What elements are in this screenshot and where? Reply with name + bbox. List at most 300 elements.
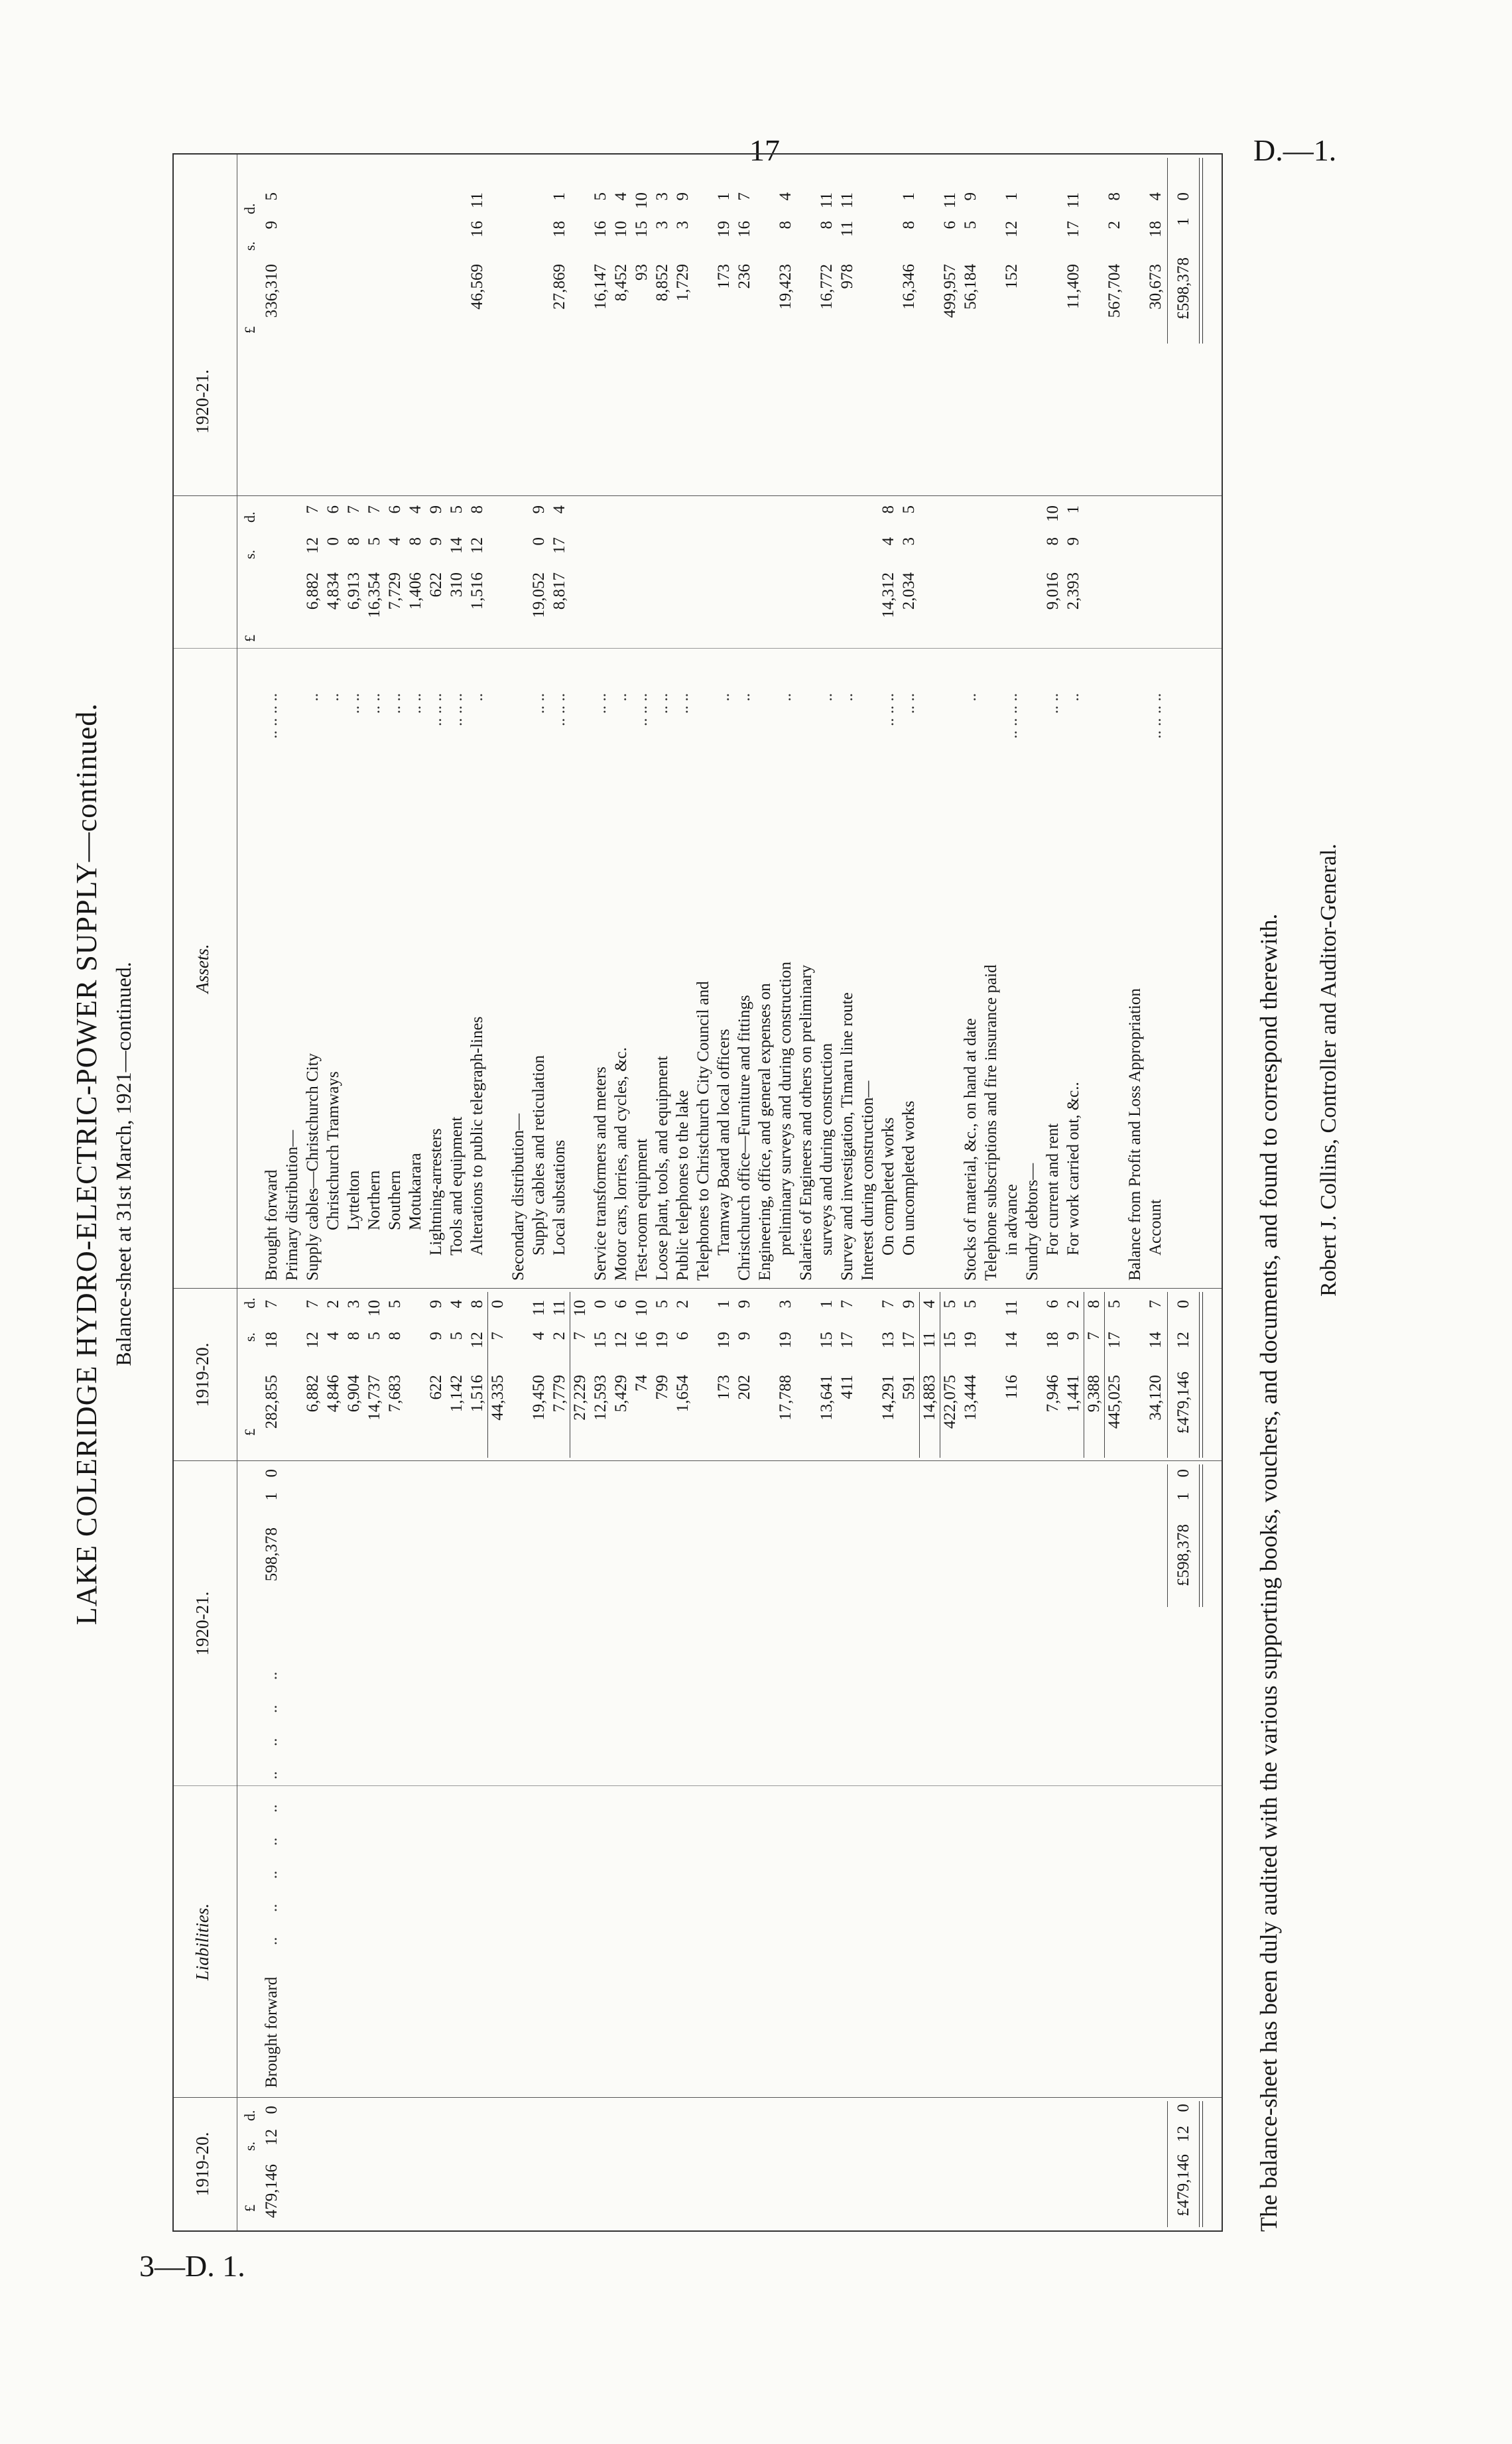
asset-1921-total-shillings: 8 xyxy=(900,221,918,229)
asset-leader-dots: .. .. xyxy=(1044,693,1062,714)
asset-1921-item-pence: 6 xyxy=(386,505,404,514)
asset-1920-shillings: 17 xyxy=(838,1332,856,1348)
asset-1921-total-shillings: 18 xyxy=(1147,221,1165,237)
asset-1921-item-shillings: 12 xyxy=(304,537,322,554)
asset-1921-total-pence: 4 xyxy=(612,192,630,201)
liab-1920-shillings: 12 xyxy=(263,2129,281,2146)
asset-1920-pounds: 4,846 xyxy=(324,1375,342,1413)
unit-pence: d. xyxy=(241,2110,258,2121)
asset-1921-total-pounds: 152 xyxy=(1003,264,1021,289)
asset-1920-pence: 4 xyxy=(920,1300,938,1309)
header-1920-21-assets: 1920-21. xyxy=(192,369,212,434)
asset-1920-pounds: 13,641 xyxy=(818,1375,836,1421)
asset-1921-item-pence: 6 xyxy=(324,505,342,514)
asset-1921-item-shillings: 14 xyxy=(448,537,466,554)
asset-1920-pence: 8 xyxy=(468,1300,486,1309)
asset-description: Lightning-arresters xyxy=(427,1128,445,1255)
asset-1920-pounds: 591 xyxy=(900,1375,918,1400)
asset-1920-pence: 9 xyxy=(900,1300,918,1309)
asset-1921-item-pounds: 14,312 xyxy=(879,572,897,618)
asset-1921-item-shillings: 8 xyxy=(1044,537,1062,546)
asset-description: Service transformers and meters xyxy=(592,1066,609,1281)
auditor-signature: Robert J. Collins, Controller and Auditor-General. xyxy=(1316,844,1341,1297)
asset-1921-item-shillings: 9 xyxy=(427,537,445,546)
asset-leader-dots: .. xyxy=(777,693,794,702)
asset-leader-dots: .. .. xyxy=(653,693,671,714)
asset-1921-item-shillings: 12 xyxy=(468,537,486,554)
asset-1920-pounds: 411 xyxy=(838,1375,856,1399)
asset-description: Supply cables and reticulation xyxy=(530,1055,548,1255)
asset-1920-shillings: 9 xyxy=(1064,1332,1082,1340)
unit-shilling: s. xyxy=(241,241,258,251)
asset-1921-total-pounds: 16,346 xyxy=(900,264,918,310)
asset-1921-total-shillings: 3 xyxy=(674,221,692,229)
asset-1921-item-shillings: 8 xyxy=(345,537,363,546)
asset-1921-total-shillings: 5 xyxy=(962,221,979,229)
asset-description: Local substations xyxy=(550,1139,568,1255)
asset-1921-item-pounds: 7,729 xyxy=(386,572,404,610)
asset-1920-pounds: 7,779 xyxy=(550,1375,568,1413)
asset-description: Loose plant, tools, and equipment xyxy=(653,1056,671,1281)
liab-1920-pounds: 479,146 xyxy=(263,2164,281,2219)
asset-1921-total-shillings: 17 xyxy=(1064,221,1082,237)
asset-description: Telephones to Christchurch City Council and xyxy=(694,981,712,1281)
asset-1920-pounds: 17,788 xyxy=(777,1375,794,1421)
asset-1920-pounds: 5,429 xyxy=(612,1375,630,1413)
asset-1921-total-shillings: 9 xyxy=(263,221,281,229)
asset-1920-pence: 3 xyxy=(345,1300,363,1309)
liab-total-1920-shillings: 12 xyxy=(1174,2126,1192,2142)
asset-1920-pounds: 14,883 xyxy=(920,1375,938,1421)
asset-leader-dots: .. .. xyxy=(592,693,609,714)
asset-description: Northern xyxy=(365,1170,383,1230)
asset-description: For work carried out, &c.. xyxy=(1064,1082,1082,1255)
asset-1921-total-pounds: 16,772 xyxy=(818,264,836,310)
liab-total-1921-pounds: £598,378 xyxy=(1174,1524,1192,1586)
asset-1921-item-shillings: 0 xyxy=(530,537,548,546)
asset-1921-total-pence: 10 xyxy=(633,192,651,209)
asset-1920-shillings: 7 xyxy=(1085,1332,1103,1340)
asset-1921-total-pence: 1 xyxy=(900,192,918,201)
rotated-balance-sheet xyxy=(40,70,1432,2258)
unit-pence: d. xyxy=(241,1297,258,1309)
asset-1921-item-pence: 7 xyxy=(345,505,363,514)
asset-description: Stocks of material, &c., on hand at date xyxy=(962,1018,979,1281)
asset-1920-pounds: 27,229 xyxy=(571,1375,589,1421)
asset-1921-total-pounds: 11,409 xyxy=(1064,264,1082,309)
asset-1920-pence: 8 xyxy=(1085,1300,1103,1309)
asset-1920-pounds: 799 xyxy=(653,1375,671,1400)
asset-1920-pounds: 7,683 xyxy=(386,1375,404,1413)
asset-1921-total-pence: 4 xyxy=(1147,192,1165,201)
asset-1920-pounds: 116 xyxy=(1003,1375,1021,1399)
asset-leader-dots: .. xyxy=(612,693,630,702)
asset-1921-item-pence: 4 xyxy=(550,505,568,514)
asset-1920-shillings: 12 xyxy=(468,1332,486,1348)
asset-description: preliminary surveys and during construction xyxy=(777,962,794,1255)
asset-1921-total-pounds: 1,729 xyxy=(674,264,692,302)
asset-1921-total-pounds: 19,423 xyxy=(777,264,794,310)
header-assets: Assets. xyxy=(192,944,212,994)
asset-1920-shillings: 13 xyxy=(879,1332,897,1348)
asset-leader-dots: .. xyxy=(468,693,486,702)
asset-1920-pence: 7 xyxy=(304,1300,322,1309)
asset-1920-pounds: 7,946 xyxy=(1044,1375,1062,1413)
asset-1921-item-shillings: 4 xyxy=(879,537,897,546)
asset-1920-pounds: 12,593 xyxy=(592,1375,609,1421)
asset-description: On uncompleted works xyxy=(900,1100,918,1255)
asset-leader-dots: .. xyxy=(304,693,322,702)
asset-1921-total-pounds: 8,452 xyxy=(612,264,630,302)
asset-1921-item-pounds: 19,052 xyxy=(530,572,548,618)
asset-description: Brought forward xyxy=(263,1169,281,1281)
subtotal-rule xyxy=(1104,1292,1105,1458)
asset-1921-item-pounds: 8,817 xyxy=(550,572,568,610)
asset-1921-item-pence: 9 xyxy=(530,505,548,514)
asset-1920-shillings: 9 xyxy=(735,1332,753,1340)
asset-leader-dots: .. .. .. xyxy=(879,693,897,726)
asset-description: Balance from Profit and Loss Appropriation xyxy=(1126,988,1144,1281)
asset-1920-shillings: 12 xyxy=(304,1332,322,1348)
asset-1921-item-pounds: 1,516 xyxy=(468,572,486,610)
asset-1920-pounds: 13,444 xyxy=(962,1375,979,1421)
asset-1920-shillings: 18 xyxy=(263,1332,281,1348)
asset-total-1920-pounds: £479,146 xyxy=(1174,1372,1192,1434)
asset-1921-total-pounds: 30,673 xyxy=(1147,264,1165,310)
asset-1920-pence: 7 xyxy=(838,1300,856,1309)
asset-1921-item-shillings: 17 xyxy=(550,537,568,554)
asset-1921-total-pence: 11 xyxy=(818,192,836,209)
asset-1920-pence: 5 xyxy=(941,1300,959,1309)
asset-1920-pence: 2 xyxy=(674,1300,692,1309)
asset-1921-total-shillings: 19 xyxy=(715,221,733,237)
asset-1921-total-pence: 4 xyxy=(777,192,794,201)
liab-brought-forward-label: Brought forward xyxy=(263,1976,281,2088)
subtotal-rule xyxy=(487,1292,488,1458)
asset-1920-pence: 11 xyxy=(530,1300,548,1317)
subtotal-rule xyxy=(919,1292,920,1458)
asset-1920-pence: 10 xyxy=(365,1300,383,1317)
asset-1920-shillings: 15 xyxy=(941,1332,959,1348)
asset-leader-dots: .. xyxy=(962,693,979,702)
asset-1921-total-shillings: 10 xyxy=(612,221,630,237)
asset-1921-item-shillings: 8 xyxy=(407,537,424,546)
asset-1920-pence: 4 xyxy=(448,1300,466,1309)
asset-1920-pence: 1 xyxy=(818,1300,836,1309)
asset-total-1920-shillings: 12 xyxy=(1174,1332,1192,1348)
asset-1921-item-pence: 8 xyxy=(468,505,486,514)
asset-description: Telephone subscriptions and fire insurance paid xyxy=(982,964,1000,1281)
asset-description: On completed works xyxy=(879,1117,897,1255)
asset-leader-dots: .. xyxy=(818,693,836,702)
asset-description: Survey and investigation, Timaru line route xyxy=(838,992,856,1281)
asset-1920-pounds: 44,335 xyxy=(489,1375,507,1421)
asset-1921-item-pounds: 9,016 xyxy=(1044,572,1062,610)
asset-1920-pounds: 1,516 xyxy=(468,1375,486,1413)
asset-description: Christchurch office—Furniture and fittings xyxy=(735,995,753,1281)
asset-1921-total-pence: 1 xyxy=(1003,192,1021,201)
liab-total-1920-pence: 0 xyxy=(1174,2104,1192,2112)
asset-1920-pence: 7 xyxy=(1147,1300,1165,1309)
asset-1921-item-pounds: 16,354 xyxy=(365,572,383,618)
asset-1920-pounds: 422,075 xyxy=(941,1375,959,1429)
asset-1921-item-pounds: 2,034 xyxy=(900,572,918,610)
asset-1920-shillings: 7 xyxy=(571,1332,589,1340)
asset-1920-pence: 5 xyxy=(1105,1300,1123,1309)
asset-description: Alterations to public telegraph-lines xyxy=(468,1016,486,1255)
asset-1921-total-pence: 1 xyxy=(550,192,568,201)
asset-1921-total-shillings: 18 xyxy=(550,221,568,237)
asset-1920-shillings: 14 xyxy=(1003,1332,1021,1348)
asset-1920-pounds: 19,450 xyxy=(530,1375,548,1421)
liab-total-1920-pounds: £479,146 xyxy=(1174,2154,1192,2217)
asset-leader-dots: .. .. xyxy=(900,693,918,714)
asset-1921-total-pence: 11 xyxy=(941,192,959,209)
asset-1921-total-pence: 11 xyxy=(1064,192,1082,209)
asset-1920-shillings: 4 xyxy=(324,1332,342,1340)
asset-leader-dots: .. xyxy=(735,693,753,702)
asset-row xyxy=(1144,155,1168,2230)
unit-pound: £ xyxy=(241,2205,258,2212)
asset-1921-item-pence: 5 xyxy=(900,505,918,514)
asset-1920-pence: 10 xyxy=(633,1300,651,1317)
asset-1921-total-pounds: 499,957 xyxy=(941,264,959,318)
header-1919-20-liabilities: 1919-20. xyxy=(192,2132,212,2197)
asset-1921-item-pounds: 622 xyxy=(427,572,445,598)
asset-1920-pounds: 6,904 xyxy=(345,1375,363,1413)
balance-sheet-table xyxy=(172,153,1223,2232)
asset-1921-total-pence: 3 xyxy=(653,192,671,201)
asset-description: Christchurch Tramways xyxy=(324,1071,342,1230)
asset-1921-total-pounds: 16,147 xyxy=(592,264,609,310)
asset-1920-pence: 5 xyxy=(653,1300,671,1309)
asset-1921-total-pence: 7 xyxy=(735,192,753,201)
asset-description: Salaries of Engineers and others on preliminary xyxy=(797,964,815,1281)
asset-1920-pence: 7 xyxy=(263,1300,281,1309)
asset-1921-total-pounds: 336,310 xyxy=(263,264,281,318)
asset-1920-pence: 5 xyxy=(962,1300,979,1309)
asset-1921-total-pence: 1 xyxy=(715,192,733,201)
asset-1921-total-pence: 11 xyxy=(838,192,856,209)
asset-1921-item-shillings: 4 xyxy=(386,537,404,546)
asset-leader-dots: .. .. .. xyxy=(633,693,651,726)
asset-leader-dots: .. .. xyxy=(674,693,692,714)
asset-description: Interest during construction— xyxy=(859,1080,877,1281)
asset-description: Test-room equipment xyxy=(633,1138,651,1281)
asset-1921-item-pence: 1 xyxy=(1064,505,1082,514)
asset-description: Public telephones to the lake xyxy=(674,1090,692,1281)
asset-1920-pence: 3 xyxy=(777,1300,794,1309)
asset-total-1921-pence: 0 xyxy=(1174,192,1192,201)
asset-1920-pence: 9 xyxy=(735,1300,753,1309)
liab-total-1921-pence: 0 xyxy=(1174,1469,1192,1478)
asset-leader-dots: .. .. .. xyxy=(427,693,445,726)
liab-total-1921-shillings: 1 xyxy=(1174,1492,1192,1501)
asset-description: Motukarara xyxy=(407,1153,424,1230)
page-title: LAKE COLERIDGE HYDRO-ELECTRIC-POWER SUPPLY—continued. xyxy=(70,702,103,1626)
asset-1920-shillings: 5 xyxy=(448,1332,466,1340)
asset-leader-dots: .. .. .. .. xyxy=(1147,693,1165,739)
asset-1920-shillings: 19 xyxy=(962,1332,979,1348)
asset-1921-item-shillings: 5 xyxy=(365,537,383,546)
asset-1920-shillings: 4 xyxy=(530,1332,548,1340)
asset-leader-dots: .. .. .. .. xyxy=(263,693,281,739)
asset-1920-pence: 9 xyxy=(427,1300,445,1309)
asset-1920-shillings: 15 xyxy=(592,1332,609,1348)
asset-description: in advance xyxy=(1003,1184,1021,1255)
asset-total-1921-pounds: £598,378 xyxy=(1174,257,1192,320)
asset-description: Sundry debtors— xyxy=(1023,1163,1041,1281)
asset-leader-dots: .. xyxy=(715,693,733,702)
asset-leader-dots: .. .. xyxy=(365,693,383,714)
asset-1921-total-pounds: 236 xyxy=(735,264,753,289)
asset-1921-total-shillings: 11 xyxy=(838,221,856,237)
asset-1921-item-pence: 10 xyxy=(1044,505,1062,522)
asset-1920-shillings: 17 xyxy=(900,1332,918,1348)
liab-1921-pounds: 598,378 xyxy=(263,1527,281,1582)
asset-leader-dots: .. .. .. xyxy=(448,693,466,726)
asset-description: Tools and equipment xyxy=(448,1116,466,1255)
asset-1921-total-shillings: 3 xyxy=(653,221,671,229)
asset-description: Tramway Board and local officers xyxy=(715,1029,733,1255)
asset-1920-shillings: 19 xyxy=(777,1332,794,1348)
liab-1920-pence: 0 xyxy=(263,2106,281,2114)
asset-1920-pounds: 445,025 xyxy=(1105,1375,1123,1429)
asset-1921-total-pence: 5 xyxy=(592,192,609,201)
asset-1921-item-pounds: 4,834 xyxy=(324,572,342,610)
asset-1921-total-shillings: 15 xyxy=(633,221,651,237)
asset-1920-pounds: 282,855 xyxy=(263,1375,281,1429)
asset-1921-item-pence: 9 xyxy=(427,505,445,514)
asset-1921-total-shillings: 6 xyxy=(941,221,959,229)
asset-leader-dots: .. xyxy=(1064,693,1082,702)
asset-leader-dots: .. xyxy=(838,693,856,702)
asset-1920-shillings: 8 xyxy=(386,1332,404,1340)
asset-1921-item-pence: 7 xyxy=(304,505,322,514)
asset-1921-item-pounds: 1,406 xyxy=(407,572,424,610)
unit-shilling: s. xyxy=(241,1332,258,1342)
asset-leader-dots: .. .. xyxy=(407,693,424,714)
asset-1921-item-pounds: 310 xyxy=(448,572,466,598)
totals-row xyxy=(1172,155,1196,2230)
asset-description: Southern xyxy=(386,1170,404,1230)
asset-1921-total-pounds: 93 xyxy=(633,264,651,281)
header-1919-20-assets: 1919-20. xyxy=(192,1342,212,1407)
asset-1920-shillings: 15 xyxy=(818,1332,836,1348)
liab-1921-shillings: 1 xyxy=(263,1492,281,1501)
asset-description: Supply cables—Christchurch City xyxy=(304,1053,322,1281)
asset-1920-shillings: 12 xyxy=(612,1332,630,1348)
unit-pound: £ xyxy=(241,326,258,334)
asset-1920-pence: 1 xyxy=(715,1300,733,1309)
asset-1920-shillings: 9 xyxy=(427,1332,445,1340)
liabilities-brought-forward-row: 479,146 12 0 Brought forward .. .. .. .. .. .. .. .. .. 598,378 1 0 xyxy=(260,1461,284,2230)
asset-1921-item-shillings: 9 xyxy=(1064,537,1082,546)
asset-1921-total-shillings: 12 xyxy=(1003,221,1021,237)
asset-1921-total-shillings: 8 xyxy=(818,221,836,229)
asset-1920-pence: 2 xyxy=(1064,1300,1082,1309)
asset-1921-item-pounds: 2,393 xyxy=(1064,572,1082,610)
asset-1920-pounds: 173 xyxy=(715,1375,733,1400)
asset-1920-pounds: 74 xyxy=(633,1375,651,1391)
asset-1920-shillings: 8 xyxy=(345,1332,363,1340)
asset-description: Motor cars, lorries, and cycles, &c. xyxy=(612,1047,630,1281)
asset-1920-shillings: 19 xyxy=(715,1332,733,1348)
asset-1920-pence: 11 xyxy=(550,1300,568,1317)
asset-1921-item-pence: 5 xyxy=(448,505,466,514)
asset-leader-dots: .. .. xyxy=(345,693,363,714)
asset-1920-shillings: 7 xyxy=(489,1332,507,1340)
asset-1921-item-pence: 7 xyxy=(365,505,383,514)
asset-leader-dots: .. .. xyxy=(530,693,548,714)
header-liabilities: Liabilities. xyxy=(192,1903,212,1981)
asset-1921-item-pounds: 6,913 xyxy=(345,572,363,610)
unit-shilling: s. xyxy=(241,549,258,559)
asset-1920-pence: 6 xyxy=(1044,1300,1062,1309)
asset-description: surveys and during construction xyxy=(818,1043,836,1255)
asset-leader-dots: .. .. .. xyxy=(550,693,568,726)
asset-1921-total-pence: 11 xyxy=(468,192,486,209)
asset-1920-shillings: 5 xyxy=(365,1332,383,1340)
asset-description: Lyttelton xyxy=(345,1170,363,1230)
asset-1921-total-pounds: 173 xyxy=(715,264,733,289)
audit-note: The balance-sheet has been duly audited with the various supporting books, vouchers, and documents, and found to correspond therewith. xyxy=(1255,913,1282,2232)
asset-1920-shillings: 14 xyxy=(1147,1332,1165,1348)
asset-1920-pounds: 1,142 xyxy=(448,1375,466,1413)
asset-1921-total-shillings: 16 xyxy=(468,221,486,237)
asset-1920-pence: 2 xyxy=(324,1300,342,1309)
asset-1921-total-pounds: 567,704 xyxy=(1105,264,1123,318)
header-1920-21-liabilities: 1920-21. xyxy=(192,1591,212,1656)
asset-description: Account xyxy=(1147,1199,1165,1255)
asset-1920-shillings: 17 xyxy=(1105,1332,1123,1348)
asset-1920-pounds: 622 xyxy=(427,1375,445,1400)
signature-reference: 3—D. 1. xyxy=(139,2249,245,2283)
unit-pence: d. xyxy=(241,203,258,214)
asset-leader-dots: .. .. xyxy=(386,693,404,714)
asset-1920-pounds: 1,654 xyxy=(674,1375,692,1413)
document-reference: D.—1. xyxy=(1253,133,1337,167)
asset-1921-total-pence: 9 xyxy=(962,192,979,201)
asset-1921-total-pounds: 27,869 xyxy=(550,264,568,310)
asset-1921-total-shillings: 8 xyxy=(777,221,794,229)
asset-1920-pounds: 6,882 xyxy=(304,1375,322,1413)
asset-1920-pence: 7 xyxy=(879,1300,897,1309)
asset-1920-shillings: 2 xyxy=(550,1332,568,1340)
unit-pound: £ xyxy=(241,1429,258,1436)
asset-leader-dots: .. xyxy=(324,693,342,702)
asset-1920-pence: 5 xyxy=(386,1300,404,1309)
asset-1920-pence: 10 xyxy=(571,1300,589,1317)
asset-1921-total-shillings: 16 xyxy=(592,221,609,237)
asset-1921-total-pounds: 978 xyxy=(838,264,856,289)
liab-1921-pence: 0 xyxy=(263,1469,281,1478)
asset-1921-item-shillings: 3 xyxy=(900,537,918,546)
asset-leader-dots: .. .. .. .. xyxy=(1003,693,1021,739)
asset-1920-pence: 11 xyxy=(1003,1300,1021,1317)
asset-1920-pounds: 1,441 xyxy=(1064,1375,1082,1413)
page-number: 17 xyxy=(749,133,780,167)
asset-1921-item-pounds: 6,882 xyxy=(304,572,322,610)
asset-1921-total-pounds: 56,184 xyxy=(962,264,979,310)
unit-shilling: s. xyxy=(241,2141,258,2151)
unit-pence: d. xyxy=(241,511,258,523)
page-subtitle: Balance-sheet at 31st March, 1921—continued. xyxy=(111,962,135,1366)
asset-1920-pounds: 14,737 xyxy=(365,1375,383,1421)
asset-total-1920-pence: 0 xyxy=(1174,1300,1192,1309)
unit-pound: £ xyxy=(241,635,258,642)
asset-1920-pence: 0 xyxy=(489,1300,507,1309)
